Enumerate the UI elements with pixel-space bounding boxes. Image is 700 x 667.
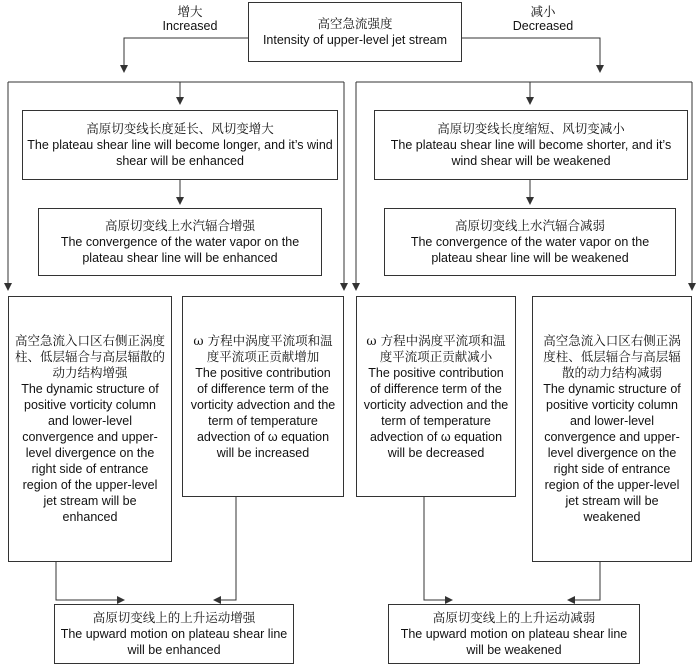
right-vapor-zh: 高原切变线上水汽辐合减弱 [454, 218, 605, 233]
right-vapor-en: The convergence of the water vapor on the plateau shear line will be weakened [410, 235, 650, 265]
left-vapor-zh: 高原切变线上水汽辐合增强 [104, 218, 255, 233]
left-dynamic-box [8, 296, 172, 562]
arrow-left-omega-to-bottom [214, 497, 236, 600]
right-dynamic-box [532, 296, 692, 562]
left-bottom-zh: 高原切变线上的上升运动增强 [92, 610, 256, 625]
left-vapor-en: The convergence of the water vapor on the plateau shear line will be enhanced [60, 235, 300, 265]
label-increased-en: Increased [162, 19, 218, 33]
arrow-right-omega-to-bottom [424, 497, 452, 600]
right-omega-box [356, 296, 516, 497]
left-shear-box [22, 110, 338, 180]
right-shear-zh: 高原切变线长度缩短、风切变减小 [437, 121, 625, 136]
top-box-en: Intensity of upper-level jet stream [262, 33, 448, 47]
label-decreased [503, 4, 583, 34]
label-increased [150, 4, 230, 34]
left-omega-box [182, 296, 344, 497]
right-bottom-box [388, 604, 640, 664]
left-omega-en: The positive contribution of difference term of the vorticity advection and the term of temperature advection of ω equation will be increased [190, 365, 336, 460]
arrow-top-to-right [462, 38, 600, 72]
label-decreased-zh: 减小 [530, 4, 556, 19]
arrow-left-dynamic-to-bottom [56, 562, 124, 600]
left-shear-en: The plateau shear line will become longer, and it’s wind shear will be enhanced [27, 138, 333, 168]
right-omega-zh: ω 方程中涡度平流项和温度平流项正贡献减小 [366, 332, 506, 364]
top-box-zh: 高空急流强度 [317, 16, 393, 31]
right-omega-en: The positive contribution of difference term of the vorticity advection and the term of temperature advection of ω equation will be decreased [363, 365, 509, 460]
left-bottom-en: The upward motion on plateau shear line will be enhanced [60, 627, 288, 657]
right-shear-box [374, 110, 688, 180]
left-vapor-box [38, 208, 322, 276]
top-box-jet-intensity [248, 2, 462, 62]
left-dynamic-en: The dynamic structure of positive vorticity column and lower-level convergence and upper-level divergence on the right side of entrance region of the upper-level jet stream will be enhanced [21, 382, 159, 524]
right-bottom-zh: 高原切变线上的上升运动减弱 [432, 610, 596, 625]
left-bottom-box [54, 604, 294, 664]
right-dynamic-zh: 高空急流入口区右侧正涡度柱、低层辐合与高层辐散的动力结构减弱 [543, 333, 681, 380]
right-shear-en: The plateau shear line will become shorter, and it’s wind shear will be weakened [390, 138, 672, 168]
arrow-top-to-left [124, 38, 248, 72]
right-bottom-en: The upward motion on plateau shear line will be weakened [400, 627, 628, 657]
right-dynamic-en: The dynamic structure of positive vorticity column and lower-level convergence and upper-level divergence on the right side of entrance region of the upper-level jet stream will be weakened [543, 382, 681, 524]
left-omega-zh: ω 方程中涡度平流项和温度平流项正贡献增加 [193, 332, 333, 364]
arrow-right-dynamic-to-bottom [568, 562, 600, 600]
left-shear-zh: 高原切变线长度延长、风切变增大 [86, 121, 274, 136]
label-increased-zh: 增大 [177, 4, 203, 19]
left-dynamic-zh: 高空急流入口区右侧正涡度柱、低层辐合与高层辐散的动力结构增强 [15, 333, 166, 380]
label-decreased-en: Decreased [512, 19, 574, 33]
right-vapor-box [384, 208, 676, 276]
